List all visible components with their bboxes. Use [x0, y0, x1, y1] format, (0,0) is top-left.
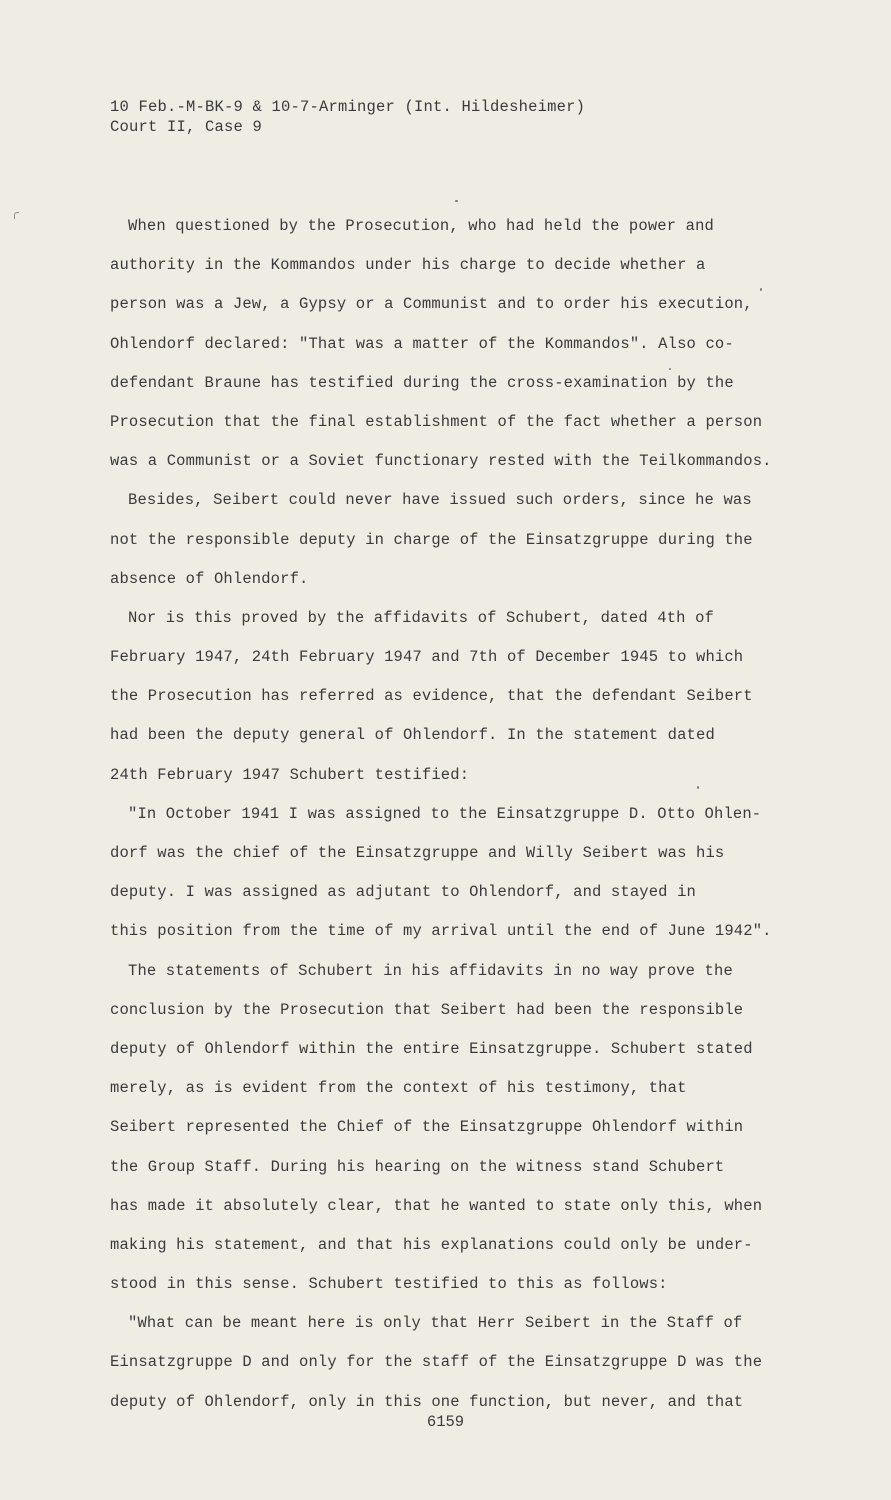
text-line: dorf was the chief of the Einsatzgruppe and Willy Seibert was his [110, 844, 725, 862]
text-line: this position from the time of my arrival until the end of June 1942". [110, 922, 772, 941]
text-line: had been the deputy general of Ohlendorf. In the statement dated [110, 726, 715, 745]
text-line: the Prosecution has referred as evidence, that the defendant Seibert [110, 687, 753, 706]
text-line: not the responsible deputy in charge of the Einsatzgruppe during the [110, 530, 753, 549]
text-line: "In October 1941 I was assigned to the Einsatzgruppe D. Otto Ohlen- [128, 804, 762, 823]
text-line: Einsatzgruppe D and only for the staff of the Einsatzgruppe D was the [110, 1353, 763, 1372]
header-court-line: Court II, Case 9 [110, 118, 263, 136]
text-line: Nor is this proved by the affidavits of Schubert, dated 4th of [128, 608, 714, 627]
text-line: deputy of Ohlendorf, only in this one function, but never, and that [110, 1392, 744, 1411]
text-line: Prosecution that the final establishment of the fact whether a person [110, 412, 763, 431]
text-line: The statements of Schubert in his affidavits in no way prove the [128, 961, 733, 980]
text-line: authority in the Kommandos under his charge to decide whether a [110, 256, 706, 275]
ink-speck [455, 200, 458, 202]
text-line: Ohlendorf declared: "That was a matter of the Kommandos". Also co- [110, 334, 734, 353]
text-line: person was a Jew, a Gypsy or a Communist and to order his execution, [110, 295, 753, 314]
text-line: the Group Staff. During his hearing on the witness stand Schubert [110, 1157, 725, 1176]
document-header [110, 97, 585, 137]
text-line: deputy. I was assigned as adjutant to Ohlendorf, and stayed in [110, 883, 696, 902]
text-line: Besides, Seibert could never have issued such orders, since he was [128, 491, 752, 510]
text-line: stood in this sense. Schubert testified to this as follows: [110, 1275, 668, 1294]
text-line: conclusion by the Prosecution that Seibert had been the responsible [110, 1000, 744, 1019]
text-line: deputy of Ohlendorf within the entire Einsatzgruppe. Schubert stated [110, 1039, 753, 1058]
text-line: has made it absolutely clear, that he wanted to state only this, when [110, 1196, 763, 1215]
text-line: 24th February 1947 Schubert testified: [110, 765, 470, 784]
text-line: Seibert represented the Chief of the Einsatzgruppe Ohlendorf within [110, 1118, 744, 1137]
document-body [110, 213, 790, 1428]
text-line: When questioned by the Prosecution, who had held the power and [128, 217, 714, 235]
text-line: was a Communist or a Soviet functionary rested with the Teilkommandos. [110, 452, 772, 471]
text-line: defendant Braune has testified during the cross-examination by the [110, 373, 734, 392]
text-line: February 1947, 24th February 1947 and 7th of December 1945 to which [110, 648, 744, 667]
text-line: making his statement, and that his explanations could only be under- [110, 1235, 753, 1254]
page-number: 6159 [426, 1413, 465, 1431]
text-line: merely, as is evident from the context of his testimony, that [110, 1079, 687, 1098]
text-line: "What can be meant here is only that Herr Seibert in the Staff of [128, 1314, 743, 1333]
text-line: absence of Ohlendorf. [110, 569, 309, 588]
header-reference-line: 10 Feb.-M-BK-9 & 10-7-Arminger (Int. Hildesheimer) [110, 98, 586, 116]
page-edge-mark [14, 212, 19, 219]
